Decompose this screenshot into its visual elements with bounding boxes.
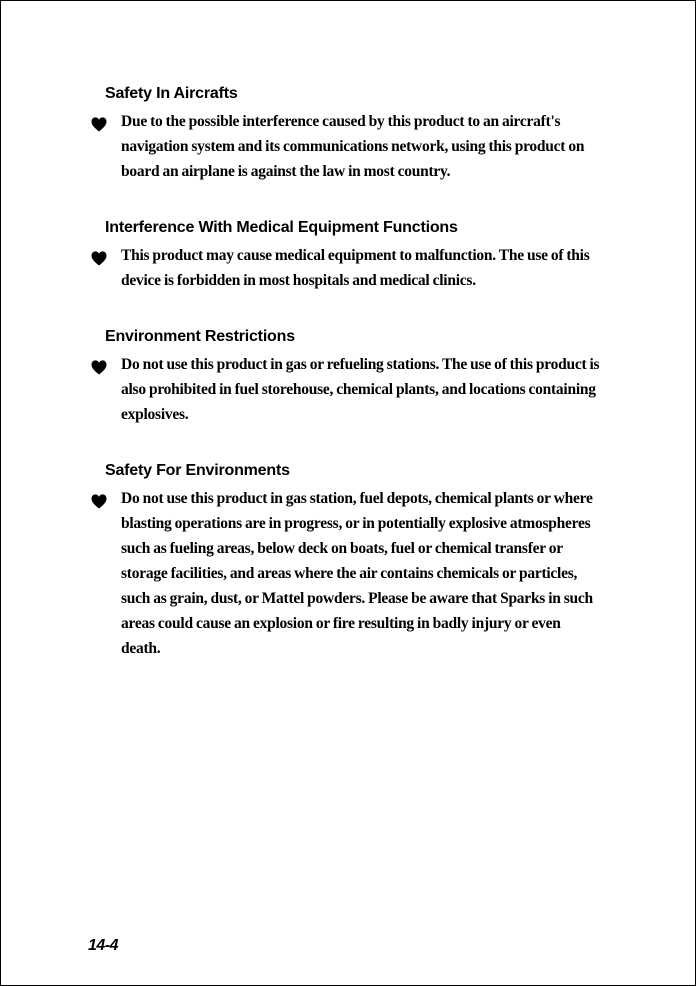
- section-body-text: Due to the possible interference caused by this product to an aircraft's navigation system and its communications network, using this product on board an airplane is against the law in most country.: [121, 113, 585, 180]
- heart-bullet-icon: [90, 249, 108, 267]
- section-heading: Safety In Aircrafts: [105, 85, 238, 102]
- section-body-text: Do not use this product in gas station, fuel depots, chemical plants or where blasting operations are in progress, or in potentially explosive atmospheres such as fueling areas, below deck on boats, fuel or chemical transfer or storage facilities, and areas where the air contains chemicals or particles, such as grain, dust, or Mattel powders. Please be aware that Sparks in such areas could cause an explosion or fire resulting in badly injury or even death.: [121, 490, 593, 657]
- section-body-text: This product may cause medical equipment to malfunction. The use of this device is forbidden in most hospitals and medical clinics.: [121, 247, 590, 289]
- section-heading: Environment Restrictions: [105, 328, 295, 345]
- heart-bullet-icon: [90, 492, 108, 510]
- section-heading: Interference With Medical Equipment Functions: [105, 219, 458, 236]
- section-heading: Safety For Environments: [105, 462, 290, 479]
- heart-bullet-icon: [90, 358, 108, 376]
- section-body-text: Do not use this product in gas or refueling stations. The use of this product is also prohibited in fuel storehouse, chemical plants, and locations containing explosives.: [121, 356, 600, 423]
- page-number: 14-4: [88, 937, 119, 954]
- heart-bullet-icon: [90, 115, 108, 133]
